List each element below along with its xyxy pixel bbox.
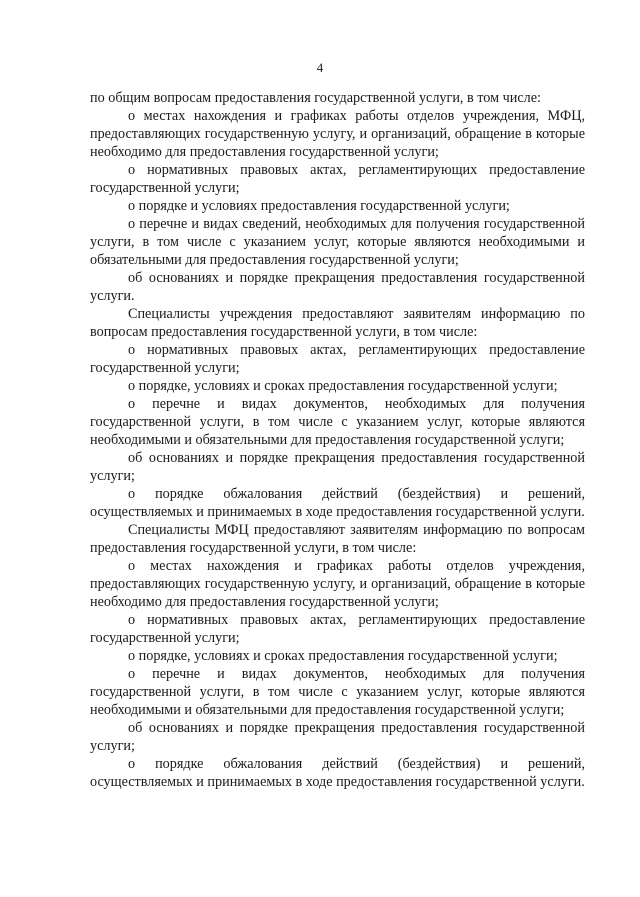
paragraph: по общим вопросам предоставления государственной услуги, в том числе:: [90, 90, 541, 106]
paragraph: о порядке, условиях и сроках предоставления государственной услуги;: [128, 648, 558, 664]
paragraph: о порядке и условиях предоставления государственной услуги;: [128, 198, 510, 214]
paragraph: о перечне и видах сведений, необходимых для получения государственной услуги, в том числе с указанием услуг, которые являются необходимыми и обязательными для предоставления государственной услуги;: [90, 216, 585, 268]
paragraph: о местах нахождения и графиках работы отделов учреждения, МФЦ, предоставляющих государственную услугу, и организаций, обращение в которые необходимо для предоставления государственной услуги;: [90, 108, 585, 160]
paragraph: о порядке обжалования действий (бездействия) и решений, осуществляемых и принимаемых в ходе предоставления государственной услуги.: [90, 756, 585, 790]
document-body: [90, 89, 585, 791]
paragraph: о нормативных правовых актах, регламентирующих предоставление государственной услуги;: [90, 162, 585, 196]
paragraph: Специалисты учреждения предоставляют заявителям информацию по вопросам предоставления государственной услуги, в том числе:: [90, 306, 585, 340]
paragraph: о нормативных правовых актах, регламентирующих предоставление государственной услуги;: [90, 612, 585, 646]
paragraph: о порядке, условиях и сроках предоставления государственной услуги;: [128, 378, 558, 394]
paragraph: о порядке обжалования действий (бездействия) и решений, осуществляемых и принимаемых в ходе предоставления государственной услуги.: [90, 486, 585, 520]
paragraph: об основаниях и порядке прекращения предоставления государственной услуги;: [90, 720, 585, 754]
paragraph: о перечне и видах документов, необходимых для получения государственной услуги, в том числе с указанием услуг, которые являются необходимыми и обязательными для предоставления государственной услуги;: [90, 666, 585, 718]
paragraph: о перечне и видах документов, необходимых для получения государственной услуги, в том числе с указанием услуг, которые являются необходимыми и обязательными для предоставления государственной услуги;: [90, 396, 585, 448]
page-number: 4: [316, 60, 324, 75]
paragraph: о местах нахождения и графиках работы отделов учреждения, предоставляющих государственную услугу, и организаций, обращение в которые необходимо для предоставления государственной услуги;: [90, 558, 585, 610]
paragraph: об основаниях и порядке прекращения предоставления государственной услуги.: [90, 270, 585, 304]
paragraph: о нормативных правовых актах, регламентирующих предоставление государственной услуги;: [90, 342, 585, 376]
paragraph: Специалисты МФЦ предоставляют заявителям информацию по вопросам предоставления государственной услуги, в том числе:: [90, 522, 585, 556]
paragraph: об основаниях и порядке прекращения предоставления государственной услуги;: [90, 450, 585, 484]
